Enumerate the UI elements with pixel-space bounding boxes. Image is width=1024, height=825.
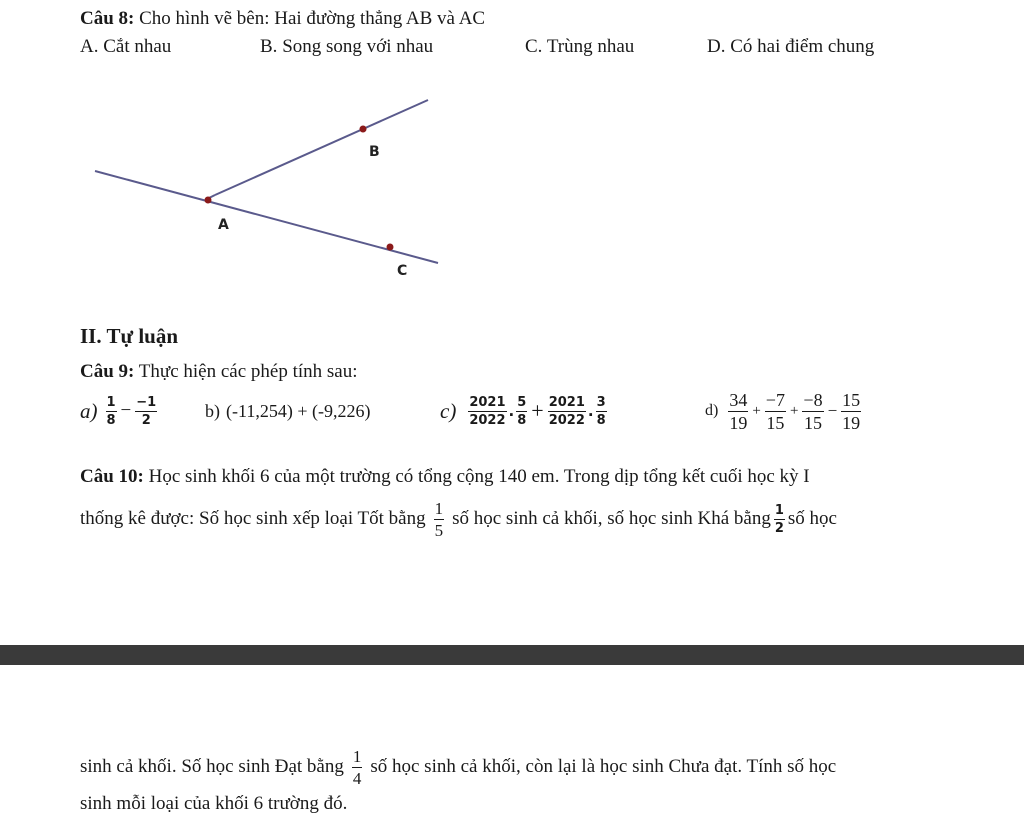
fraction [802,391,823,432]
denominator: 19 [729,412,748,433]
fraction [106,396,117,427]
numerator: 15 [842,389,861,410]
fraction [841,391,861,432]
q10-line-2 [80,496,837,542]
operator: + [789,402,799,419]
fraction [596,396,607,427]
numerator: 3 [596,394,606,410]
part-label: c) [440,398,457,423]
option-key: B. [260,36,278,57]
fraction [434,500,445,539]
option-key: C. [525,36,543,57]
fraction [468,396,506,427]
fraction [516,396,527,427]
q9-question [80,361,358,383]
denominator: 15 [766,412,785,433]
q8-option-d [707,36,874,58]
multiply-dot: . [508,402,515,420]
denominator: 2 [141,412,151,428]
fraction [765,391,786,432]
fraction [548,396,586,427]
denominator: 19 [842,412,861,433]
q10-label: Câu 10: [80,466,144,487]
fraction [774,504,785,535]
q10-text: số học sinh cả khối, số học sinh Khá bằng [452,508,771,529]
denominator: 5 [434,520,444,540]
multiply-dot: . [587,402,594,420]
denominator: 8 [106,412,116,428]
point-c-dot [387,244,394,251]
operator: + [752,402,761,419]
q9-part-c [440,388,609,434]
denominator: 2022 [469,412,506,428]
numerator: 1 [434,498,444,518]
q9-label: Câu 9: [80,361,135,382]
q9-text: Thực hiện các phép tính sau: [138,361,358,382]
numerator: 1 [774,502,784,518]
q10-text: số học sinh cả khối, còn lại là học sinh Chưa đạt. Tính số học [370,756,837,777]
q10-line-3 [80,742,836,792]
numerator: 1 [106,394,116,410]
q10-line-1 [80,466,810,488]
section-title: II. Tự luận [80,324,179,348]
fraction [135,396,157,427]
numerator: 2021 [548,394,585,410]
q9-part-a [80,388,159,434]
numerator: −1 [136,394,157,410]
point-b-label: B [369,144,380,160]
page-separator-band [0,645,1024,665]
option-key: A. [80,36,99,57]
numerator: 34 [729,389,748,410]
q10-text: số học [787,508,837,529]
option-key: D. [707,36,726,57]
q10-text: thống kê được: Số học sinh xếp loại Tốt bằng [80,508,426,529]
q8-figure [0,0,460,300]
denominator: 8 [517,412,527,428]
option-text: Có hai điểm chung [730,36,875,57]
point-a-label: A [218,217,229,233]
q9-part-b [205,388,370,434]
part-label: d) [705,402,719,419]
q9-part-d [705,388,863,434]
option-text: Song song với nhau [282,36,434,57]
numerator: 1 [352,746,362,766]
denominator: 2022 [548,412,585,428]
q10-line-4: sinh mỗi loại của khối 6 trường đó. [80,793,348,814]
point-c-label: C [397,263,408,279]
option-text: Cắt nhau [103,36,172,57]
numerator: 2021 [469,394,506,410]
fraction [352,748,363,787]
expression: (-11,254) + (-9,226) [226,400,371,421]
q8-text: Cho hình vẽ bên: Hai đường thẳng AB và AC [139,8,486,29]
q10-text: sinh cả khối. Số học sinh Đạt bằng [80,756,344,777]
part-label: b) [205,400,220,421]
line-ac [95,171,438,263]
part-label: a) [80,398,98,423]
numerator: −7 [765,389,785,410]
fraction [728,391,748,432]
denominator: 2 [774,520,784,536]
denominator: 8 [596,412,606,428]
numerator: 5 [517,394,527,410]
operator: − [120,400,132,421]
denominator: 4 [352,768,362,788]
q10-text: Học sinh khối 6 của một trường có tổng cộng 140 em. Trong dịp tổng kết cuối học kỳ I [148,466,810,487]
q8-option-c [525,36,634,58]
operator: + [531,398,544,423]
point-a-dot [205,197,212,204]
operator: − [827,401,838,420]
q8-label: Câu 8: [80,8,135,29]
numerator: −8 [803,389,823,410]
point-b-dot [360,126,367,133]
denominator: 15 [804,412,822,433]
option-text: Trùng nhau [546,36,635,57]
line-ab [215,100,428,195]
